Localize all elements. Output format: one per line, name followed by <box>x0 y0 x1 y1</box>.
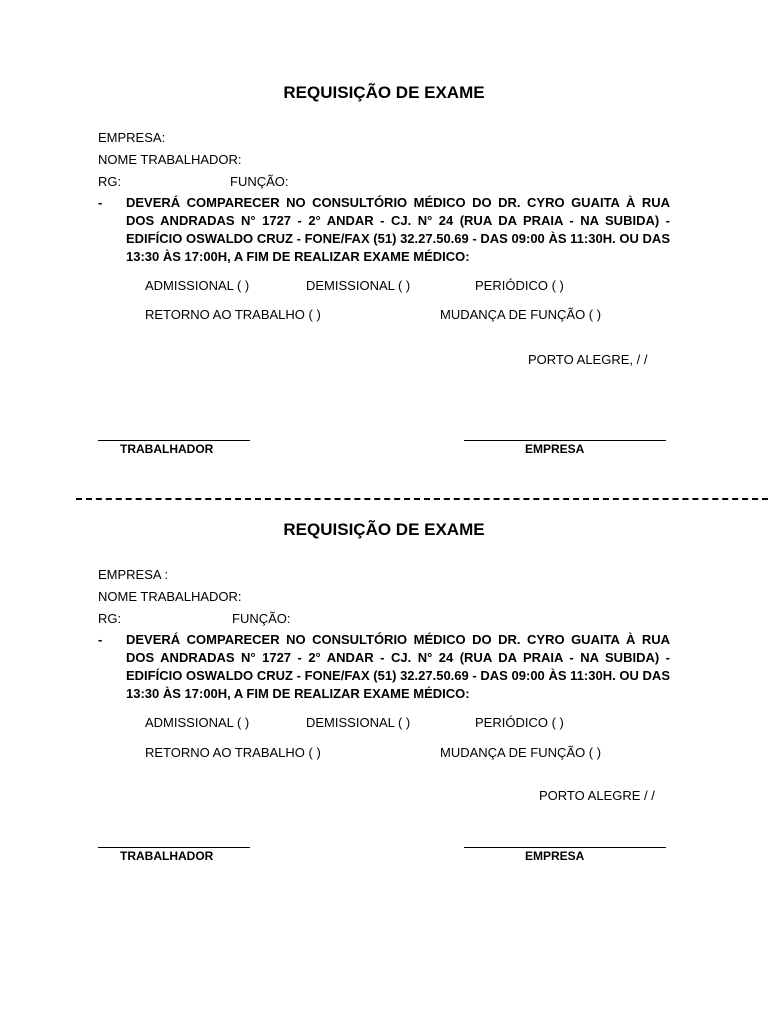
form-1-empresa-label: EMPRESA: <box>98 130 166 145</box>
form-2-option-mudanca: MUDANÇA DE FUNÇÃO ( ) <box>440 745 602 760</box>
form-2-empresa-label: EMPRESA : <box>98 567 169 582</box>
form-2-nome-trabalhador-label: NOME TRABALHADOR: <box>98 589 242 604</box>
form-2-trabalhador-label: TRABALHADOR <box>120 849 214 863</box>
form-1-trabalhador-signature-line <box>98 440 250 441</box>
form-2-notice <box>98 631 670 703</box>
form-1-option-demissional: DEMISSIONAL ( ) <box>306 278 411 293</box>
form-1-empresa-signature-line <box>464 440 666 441</box>
form-1-trabalhador-label: TRABALHADOR <box>120 442 214 456</box>
form-1-option-mudanca: MUDANÇA DE FUNÇÃO ( ) <box>440 307 602 322</box>
cut-line-divider <box>76 498 768 500</box>
form-1-funcao-label: FUNÇÃO: <box>230 174 289 189</box>
form-2-option-demissional: DEMISSIONAL ( ) <box>306 715 411 730</box>
form-1-title: REQUISIÇÃO DE EXAME <box>283 83 485 102</box>
form-1-notice <box>98 194 670 266</box>
form-2-option-admissional: ADMISSIONAL ( ) <box>145 715 250 730</box>
form-2-rg-label: RG: <box>98 611 122 626</box>
form-2-option-retorno: RETORNO AO TRABALHO ( ) <box>145 745 321 760</box>
form-1-notice-bullet: - <box>98 195 103 210</box>
form-1-nome-trabalhador-label: NOME TRABALHADOR: <box>98 152 242 167</box>
form-2-option-periodico: PERIÓDICO ( ) <box>475 715 564 730</box>
form-1-notice-text: DEVERÁ COMPARECER NO CONSULTÓRIO MÉDICO DO DR. CYRO GUAITA À RUA DOS ANDRADAS N° 1727 - 2° ANDAR - CJ. N° 24 (RUA DA PRAIA - NA SUBIDA) - EDIFÍCIO OSWALDO CRUZ - FONE/FAX (51) 32.27.50.69 - DAS 09:00 ÀS 11:30H. OU DAS 13:30 ÀS 17:00H, A FIM DE REALIZAR EXAME MÉDICO: <box>126 195 670 264</box>
form-1-option-admissional: ADMISSIONAL ( ) <box>145 278 250 293</box>
form-1-option-periodico: PERIÓDICO ( ) <box>475 278 564 293</box>
form-1-place-date: PORTO ALEGRE, / / <box>528 352 648 367</box>
form-1-option-retorno: RETORNO AO TRABALHO ( ) <box>145 307 321 322</box>
form-1-rg-label: RG: <box>98 174 122 189</box>
form-2-trabalhador-signature-line <box>98 847 250 848</box>
form-1-empresa-label-signature: EMPRESA <box>525 442 585 456</box>
form-2-empresa-signature-line <box>464 847 666 848</box>
form-2-title: REQUISIÇÃO DE EXAME <box>283 520 485 539</box>
form-2-notice-bullet: - <box>98 632 103 647</box>
form-2-notice-text: DEVERÁ COMPARECER NO CONSULTÓRIO MÉDICO DO DR. CYRO GUAITA À RUA DOS ANDRADAS N° 1727 - 2° ANDAR - CJ. N° 24 (RUA DA PRAIA - NA SUBIDA) - EDIFÍCIO OSWALDO CRUZ - FONE/FAX (51) 32.27.50.69 - DAS 09:00 ÀS 11:30H. OU DAS 13:30 ÀS 17:00H, A FIM DE REALIZAR EXAME MÉDICO: <box>126 632 670 701</box>
form-2-funcao-label: FUNÇÃO: <box>232 611 291 626</box>
form-2-empresa-label-signature: EMPRESA <box>525 849 585 863</box>
form-2-place-date: PORTO ALEGRE / / <box>539 788 655 803</box>
